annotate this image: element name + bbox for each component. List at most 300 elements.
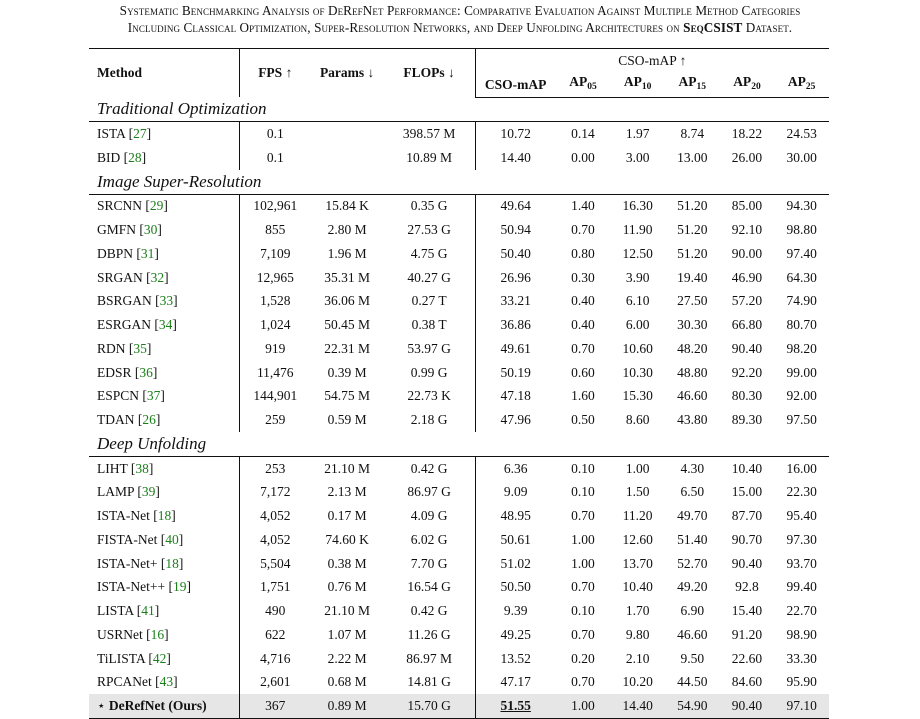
ap10-cell: 2.10 (625, 650, 650, 666)
ap25-cell: 97.30 (786, 531, 817, 547)
method-cell: RDN [35] (89, 337, 239, 361)
fps-cell: 855 (265, 222, 286, 238)
ap05-value: 1.00 (571, 698, 595, 714)
ap05-cell: 0.70 (571, 508, 595, 524)
ap20-cell: 90.00 (731, 245, 763, 261)
method-name: DeRefNet (Ours) (108, 698, 207, 714)
method-name: RDN (97, 340, 126, 356)
params-cell: 0.17 M (327, 508, 367, 524)
table-row (89, 266, 829, 290)
cso-cell: 50.19 (500, 364, 531, 380)
ap20-cell: 91.20 (731, 626, 763, 642)
table-row (89, 647, 829, 671)
method-cell: ISTA-Net++ [19] (89, 576, 239, 600)
header-row-1 (89, 49, 829, 73)
ap10-cell: 10.60 (622, 340, 653, 356)
ap10-cell: 3.90 (625, 269, 650, 285)
citation-ref: 18 (157, 508, 172, 524)
fps-cell: 5,504 (260, 555, 291, 571)
method-cell: TiLISTA [42] (89, 647, 239, 671)
ap25-cell: 22.30 (786, 484, 817, 500)
ap15-cell: 51.20 (677, 222, 708, 238)
flops-cell: 0.35 G (384, 194, 476, 218)
ap05-cell: 0.60 (571, 364, 595, 380)
ap10-cell: 11.90 (622, 222, 653, 238)
fps-cell: 7,109 (260, 245, 291, 261)
params-cell: 1.96 M (327, 245, 367, 261)
fps-cell: 2,601 (260, 674, 291, 690)
ap05-cell: 0.80 (571, 245, 595, 261)
method-name: ISTA-Net+ (97, 555, 158, 571)
ap20-cell: 89.30 (731, 412, 763, 428)
ap10-cell: 1.70 (625, 603, 650, 619)
header-ap10-sub: 10 (641, 82, 652, 93)
method-cell: ISTA [27] (89, 122, 239, 146)
ap15-cell: 51.20 (677, 245, 708, 261)
table-body (89, 97, 829, 719)
params-cell: 74.60 K (325, 531, 369, 547)
ap05-cell: 0.10 (556, 456, 611, 480)
ap10-cell: 10.40 (622, 579, 653, 595)
ap10-cell: 6.00 (625, 317, 650, 333)
header-ap20-base: AP (733, 74, 752, 90)
citation-ref: 19 (173, 579, 187, 595)
ap20-cell: 92.20 (731, 364, 763, 380)
ap15-value: 54.90 (677, 698, 708, 714)
ap10-value: 14.40 (622, 698, 653, 714)
cso-cell: 36.86 (500, 317, 531, 333)
ap05-cell: 0.40 (571, 317, 595, 333)
table-row (89, 194, 829, 218)
flops-value: 15.70 G (407, 698, 451, 714)
params-value: 0.89 M (327, 698, 367, 714)
flops-cell: 53.97 G (384, 337, 476, 361)
flops-cell: 0.42 G (384, 599, 476, 623)
params-cell: 0.68 M (327, 674, 367, 690)
fps-cell: 11,476 (256, 364, 294, 380)
cso-cell: 6.36 (475, 456, 555, 480)
ap15-cell: 13.00 (677, 149, 708, 165)
ap15-cell: 44.50 (677, 674, 708, 690)
header-ap05 (556, 73, 611, 97)
ap25-cell: 94.30 (774, 194, 829, 218)
ap15-cell: 51.20 (665, 194, 720, 218)
ap05-cell: 0.10 (571, 603, 595, 619)
ap05-cell: 1.00 (571, 555, 595, 571)
fps-cell: 622 (265, 626, 286, 642)
header-ap05-sub: 05 (587, 82, 597, 93)
flops-cell: 0.38 T (384, 313, 476, 337)
fps-cell: 12,965 (256, 269, 294, 285)
params-cell: 0.59 M (327, 412, 367, 428)
header-ap15 (665, 73, 720, 97)
method-name: SRGAN (97, 269, 143, 285)
method-cell: GMFN [30] (89, 218, 239, 242)
ap05-cell: 0.70 (571, 340, 595, 356)
flops-cell: 22.73 K (384, 385, 476, 409)
params-cell: 0.39 M (327, 364, 367, 380)
flops-cell: 40.27 G (384, 266, 476, 290)
cso-cell: 48.95 (500, 508, 531, 524)
method-cell: LIHT [38] (89, 456, 239, 480)
ap05-cell: 0.20 (571, 650, 595, 666)
header-flops: FLOPs ↓ (384, 49, 476, 98)
params-cell: 2.22 M (327, 650, 367, 666)
section-title: Traditional Optimization (97, 99, 267, 119)
ap15-cell: 4.30 (665, 456, 720, 480)
method-name: DBPN (97, 245, 134, 261)
ap15-cell: 8.74 (665, 122, 720, 146)
ap20-cell: 15.00 (731, 484, 763, 500)
citation-ref: 28 (128, 149, 142, 165)
cso-cell: 51.02 (500, 555, 531, 571)
ap25-cell: 16.00 (774, 456, 829, 480)
method-name: ESRGAN (97, 317, 152, 333)
params-cell: 21.10 M (311, 456, 384, 480)
header-ap20-sub: 20 (751, 82, 761, 93)
citation-ref: 37 (146, 388, 161, 404)
flops-cell: 86.97 G (384, 481, 476, 505)
params-cell: 1.07 M (327, 626, 367, 642)
ap25-cell: 97.40 (786, 245, 817, 261)
method-cell: RPCANet [43] (89, 671, 239, 695)
params-cell (311, 146, 384, 170)
header-params: Params ↓ (311, 49, 384, 98)
flops-cell: 4.75 G (384, 242, 476, 266)
section-header-row (89, 432, 829, 456)
method-name: EDSR (97, 364, 132, 380)
header-cso-map: CSO-mAP (475, 73, 555, 97)
ap10-cell: 9.80 (625, 626, 650, 642)
flops-cell: 0.99 G (384, 361, 476, 385)
cso-value: 51.55 (500, 698, 531, 714)
cso-cell: 50.61 (500, 531, 531, 547)
ap15-cell: 19.40 (677, 269, 708, 285)
fps-cell: 253 (239, 456, 310, 480)
section-header-row (89, 170, 829, 194)
ap20-cell: 84.60 (731, 674, 763, 690)
method-name: ISTA (97, 126, 126, 142)
fps-cell: 144,901 (253, 388, 298, 404)
ap20-cell: 80.30 (731, 388, 763, 404)
citation-ref: 43 (159, 674, 174, 690)
cso-cell: 47.96 (500, 412, 531, 428)
flops-cell: 27.53 G (384, 218, 476, 242)
fps-cell: 1,751 (260, 579, 291, 595)
ap05-cell: 0.00 (571, 149, 595, 165)
fps-cell: 1,528 (260, 293, 291, 309)
table-row (89, 456, 829, 480)
ap20-value: 90.40 (731, 698, 763, 714)
ap25-cell: 80.70 (786, 317, 817, 333)
params-cell: 50.45 M (324, 317, 370, 333)
ap10-cell: 13.70 (622, 555, 653, 571)
table-row (89, 290, 829, 314)
ap25-cell: 99.00 (786, 364, 817, 380)
ap15-cell: 46.60 (677, 626, 708, 642)
ap20-cell: 87.70 (731, 508, 763, 524)
ap15-cell: 48.20 (677, 340, 708, 356)
ap10-cell: 12.60 (622, 531, 653, 547)
ap15-cell: 43.80 (677, 412, 708, 428)
citation-ref: 42 (152, 650, 167, 666)
method-name: TDAN (97, 412, 135, 428)
ap20-cell: 90.70 (731, 531, 763, 547)
ap10-cell: 1.50 (625, 484, 650, 500)
flops-cell: 14.81 G (384, 671, 476, 695)
table-row (89, 552, 829, 576)
method-name: ISTA-Net++ (97, 579, 166, 595)
ap25-cell: 95.40 (786, 508, 817, 524)
cso-cell: 13.52 (500, 650, 531, 666)
ap10-cell: 11.20 (622, 508, 653, 524)
ap10-cell: 12.50 (622, 245, 653, 261)
header-ap05-base: AP (569, 74, 588, 90)
flops-cell: 398.57 M (384, 122, 476, 146)
flops-cell: 86.97 M (384, 647, 476, 671)
cso-cell: 14.40 (500, 149, 531, 165)
cso-cell: 47.17 (500, 674, 531, 690)
ap05-cell: 0.10 (571, 484, 595, 500)
ap25-value: 97.10 (786, 698, 817, 714)
method-cell: TDAN [26] (89, 408, 239, 432)
fps-cell: 7,172 (260, 484, 291, 500)
fps-cell: 919 (265, 340, 286, 356)
params-cell: 54.75 M (324, 388, 370, 404)
citation-ref: 35 (133, 340, 147, 356)
ap10-cell: 10.30 (622, 364, 653, 380)
citation-ref: 34 (158, 317, 173, 333)
caption-line-2-pre: Including Classical Optimization, Super-Resolution Networks, and Deep Unfolding Architectures on (127, 20, 684, 35)
ap05-cell: 1.00 (571, 531, 595, 547)
table-row (89, 528, 829, 552)
ap15-cell: 49.70 (677, 508, 708, 524)
method-name: BID (97, 149, 121, 165)
citation-ref: 33 (159, 293, 174, 309)
ap25-cell: 93.70 (786, 555, 817, 571)
ap25-cell: 74.90 (786, 293, 817, 309)
header-ap25-base: AP (787, 74, 806, 90)
ap10-cell: 1.97 (610, 122, 665, 146)
flops-cell: 4.09 G (384, 504, 476, 528)
ap20-cell: 26.00 (731, 149, 763, 165)
flops-cell: 0.27 T (384, 290, 476, 314)
header-cso-map-group: CSO-mAP ↑ (475, 49, 829, 73)
ap05-cell: 1.60 (571, 388, 595, 404)
method-cell: LISTA [41] (89, 599, 239, 623)
ap10-cell: 15.30 (622, 388, 653, 404)
table-row (89, 385, 829, 409)
ap15-cell: 48.80 (677, 364, 708, 380)
method-cell: FISTA-Net [40] (89, 528, 239, 552)
params-cell: 15.84 K (311, 194, 384, 218)
ap15-cell: 51.40 (677, 531, 708, 547)
cso-cell: 9.39 (503, 603, 528, 619)
citation-ref: 18 (165, 555, 179, 571)
params-cell: 0.76 M (327, 579, 367, 595)
flops-cell: 16.54 G (384, 576, 476, 600)
table-row (89, 408, 829, 432)
ap25-cell: 30.00 (786, 149, 817, 165)
ap05-cell: 0.40 (571, 293, 595, 309)
citation-ref: 40 (165, 531, 179, 547)
table-row (89, 242, 829, 266)
method-name: TiLISTA (97, 650, 145, 666)
params-cell: 2.13 M (327, 484, 367, 500)
section-header-row (89, 97, 829, 122)
table-row (89, 337, 829, 361)
params-cell: 36.06 M (324, 293, 370, 309)
ap25-cell: 33.30 (786, 650, 817, 666)
method-name: GMFN (97, 222, 137, 238)
ap05-cell: 0.70 (571, 222, 595, 238)
cso-cell: 10.72 (475, 122, 555, 146)
fps-cell: 4,716 (260, 650, 291, 666)
method-cell: SRCNN [29] (89, 194, 239, 218)
method-name: BSRGAN (97, 293, 152, 309)
ap25-cell: 24.53 (774, 122, 829, 146)
cso-cell: 50.40 (500, 245, 531, 261)
ap10-cell: 1.00 (610, 456, 665, 480)
fps-cell: 4,052 (260, 531, 291, 547)
ap05-cell: 0.70 (571, 579, 595, 595)
header-ap20 (720, 73, 775, 97)
citation-ref: 41 (141, 603, 155, 619)
caption-dataset: SeqCSIST (683, 20, 743, 35)
params-cell: 35.31 M (324, 269, 370, 285)
method-name: USRNet (97, 626, 143, 642)
flops-cell: 7.70 G (384, 552, 476, 576)
ap15-cell: 9.50 (680, 650, 705, 666)
benchmark-table (89, 48, 829, 719)
table-row (89, 481, 829, 505)
citation-ref: 38 (135, 460, 149, 476)
flops-cell: 2.18 G (384, 408, 476, 432)
ap20-cell: 15.40 (731, 603, 763, 619)
ap25-cell: 22.70 (786, 603, 817, 619)
ap10-cell: 3.00 (625, 149, 650, 165)
ap10-cell: 6.10 (625, 293, 650, 309)
flops-cell: 11.26 G (384, 623, 476, 647)
ap25-cell: 92.00 (786, 388, 817, 404)
header-ap15-base: AP (678, 74, 697, 90)
table-row (89, 218, 829, 242)
method-name: RPCANet (97, 674, 152, 690)
ap20-cell: 57.20 (731, 293, 763, 309)
table-caption (0, 2, 920, 36)
citation-ref: 27 (133, 126, 147, 142)
method-cell: BSRGAN [33] (89, 290, 239, 314)
citation-ref: 39 (141, 484, 156, 500)
method-name: LISTA (97, 603, 134, 619)
ap20-cell: 90.40 (731, 340, 763, 356)
ap20-cell: 22.60 (731, 650, 763, 666)
cso-cell: 49.25 (500, 626, 531, 642)
method-cell: ESPCN [37] (89, 385, 239, 409)
citation-ref: 29 (149, 198, 164, 214)
ap15-cell: 30.30 (677, 317, 708, 333)
method-cell: LAMP [39] (89, 481, 239, 505)
cso-cell: 50.50 (500, 579, 531, 595)
table-row (89, 146, 829, 170)
params-cell (311, 122, 384, 146)
method-name: ESPCN (97, 388, 140, 404)
cso-cell: 50.94 (500, 222, 531, 238)
ap15-cell: 49.20 (677, 579, 708, 595)
params-cell: 0.38 M (327, 555, 367, 571)
ap25-cell: 64.30 (786, 269, 817, 285)
ap05-cell: 0.30 (571, 269, 595, 285)
fps-cell: 0.1 (239, 122, 310, 146)
method-cell: BID [28] (89, 146, 239, 170)
fps-cell: 259 (265, 412, 286, 428)
ap05-cell: 0.70 (571, 626, 595, 642)
ap25-cell: 98.90 (786, 626, 817, 642)
table-row (89, 599, 829, 623)
table-row (89, 504, 829, 528)
fps-cell: 102,961 (239, 194, 310, 218)
ap25-cell: 99.40 (786, 579, 817, 595)
citation-ref: 30 (143, 222, 158, 238)
ap20-cell: 92.8 (735, 579, 759, 595)
header-ap10-base: AP (623, 74, 642, 90)
header-method: Method (89, 49, 239, 98)
method-cell: ESRGAN [34] (89, 313, 239, 337)
ap15-cell: 6.50 (680, 484, 705, 500)
ap20-cell: 66.80 (731, 317, 763, 333)
method-name: SRCNN (97, 198, 143, 214)
params-cell: 21.10 M (324, 603, 370, 619)
fps-cell: 490 (265, 603, 286, 619)
ap10-cell: 10.20 (622, 674, 653, 690)
citation-ref: 36 (139, 364, 153, 380)
cso-cell: 49.61 (500, 340, 531, 356)
cso-cell: 33.21 (500, 293, 531, 309)
citation-ref: 32 (150, 269, 165, 285)
citation-ref: 16 (150, 626, 165, 642)
ap05-cell: 0.50 (571, 412, 595, 428)
header-ap25 (774, 73, 829, 97)
header-ap25-sub: 25 (805, 82, 816, 93)
fps-cell: 0.1 (266, 149, 284, 165)
ap05-cell: 0.70 (571, 674, 595, 690)
ap25-cell: 97.50 (786, 412, 817, 428)
ap20-cell: 46.90 (731, 269, 763, 285)
caption-line-2-post: Dataset. (742, 20, 793, 35)
ap15-cell: 27.50 (677, 293, 708, 309)
table-row (89, 313, 829, 337)
ap05-cell: 0.14 (556, 122, 611, 146)
citation-ref: 26 (142, 412, 156, 428)
ap15-cell: 6.90 (680, 603, 705, 619)
table-row (89, 623, 829, 647)
table-row (89, 122, 829, 146)
ap25-cell: 98.80 (786, 222, 817, 238)
table-row (89, 361, 829, 385)
ap20-cell: 92.10 (731, 222, 763, 238)
method-name: FISTA-Net (97, 531, 158, 547)
ap10-cell: 16.30 (610, 194, 665, 218)
params-cell: 22.31 M (324, 340, 370, 356)
header-ap10 (610, 73, 665, 97)
cso-cell: 47.18 (500, 388, 531, 404)
header-fps: FPS ↑ (239, 49, 310, 98)
ap20-cell: 10.40 (720, 456, 775, 480)
table-row (89, 576, 829, 600)
ap20-cell: 18.22 (720, 122, 775, 146)
method-cell: ISTA-Net+ [18] (89, 552, 239, 576)
cso-cell: 26.96 (500, 269, 531, 285)
